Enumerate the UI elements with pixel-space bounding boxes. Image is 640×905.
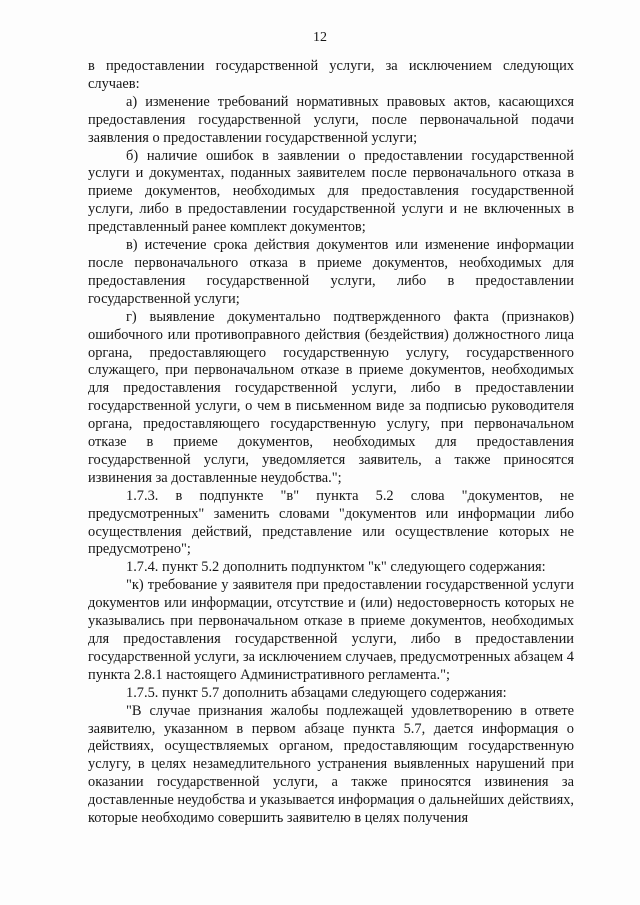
paragraph-item-g: г) выявление документально подтвержденного факта (признаков) ошибочного или противоправного действия (бездействия) должностного лица органа, предоставляющего государственную услугу, государственного служащего, при первоначальном отказе в приеме документов, необходимых для предоставления государственной услуги, либо в предоставлении государственной услуги, о чем в письменном виде за подписью руководителя органа, предоставляющего государственную услугу, при первоначальном отказе в приеме документов, необходимых для предоставления государственной услуги, уведомляется заявитель, а также приносятся извинения за доставленные неудобства."; (88, 308, 574, 486)
paragraph-complaint-response: "В случае признания жалобы подлежащей удовлетворению в ответе заявителю, указанном в первом абзаце пункта 5.7, дается информация о действиях, осуществляемых органом, предоставляющим государственную услугу, в целях незамедлительного устранения выявленных нарушений при оказании государственной услуги, а также приносятся извинения за доставленные неудобства и указывается информация о дальнейших действиях, которые необходимо совершить заявителю в целях получения (88, 702, 574, 827)
paragraph-1-7-3: 1.7.3. в подпункте "в" пункта 5.2 слова "документов, не предусмотренных" заменить словами "документов или информации либо осуществления действий, представление или осуществление которых не предусмотрено"; (88, 487, 574, 558)
paragraph-1-7-4: 1.7.4. пункт 5.2 дополнить подпунктом "к" следующего содержания: (126, 559, 546, 576)
paragraph-item-k: "к) требование у заявителя при предоставлении государственной услуги документов или информации, отсутствие и (или) недостоверность которых не указывались при первоначальном отказе в приеме документов, необходимых для предоставления государственной услуги, либо в предоставлении государственной услуги, за исключением случаев, предусмотренных абзацем 4 пункта 2.8.1 настоящего Административного регламента."; (88, 577, 574, 683)
paragraph-item-a: а) изменение требований нормативных правовых актов, касающихся предоставления государственной услуги, после первоначальной подачи заявления о предоставлении государственной услуги; (88, 93, 574, 146)
paragraph-1-7-5: 1.7.5. пункт 5.7 дополнить абзацами следующего содержания: (126, 684, 507, 701)
page-number: 12 (313, 30, 327, 45)
paragraph-continuation: в предоставлении государственной услуги, за исключением следующих случаев: (88, 58, 574, 92)
paragraph-item-b: б) наличие ошибок в заявлении о предоставлении государственной услуги и документах, поданных заявителем после первоначального отказа в приеме документов, необходимых для предоставления государственной услуги, либо в предоставлении государственной услуги и не включенных в представленный ранее комплект документов; (88, 147, 574, 236)
paragraph-item-v: в) истечение срока действия документов или изменение информации после первоначального отказа в приеме документов, необходимых для предоставления государственной услуги, либо в предоставлении государственной услуги; (88, 237, 574, 307)
document-body (88, 58, 574, 828)
